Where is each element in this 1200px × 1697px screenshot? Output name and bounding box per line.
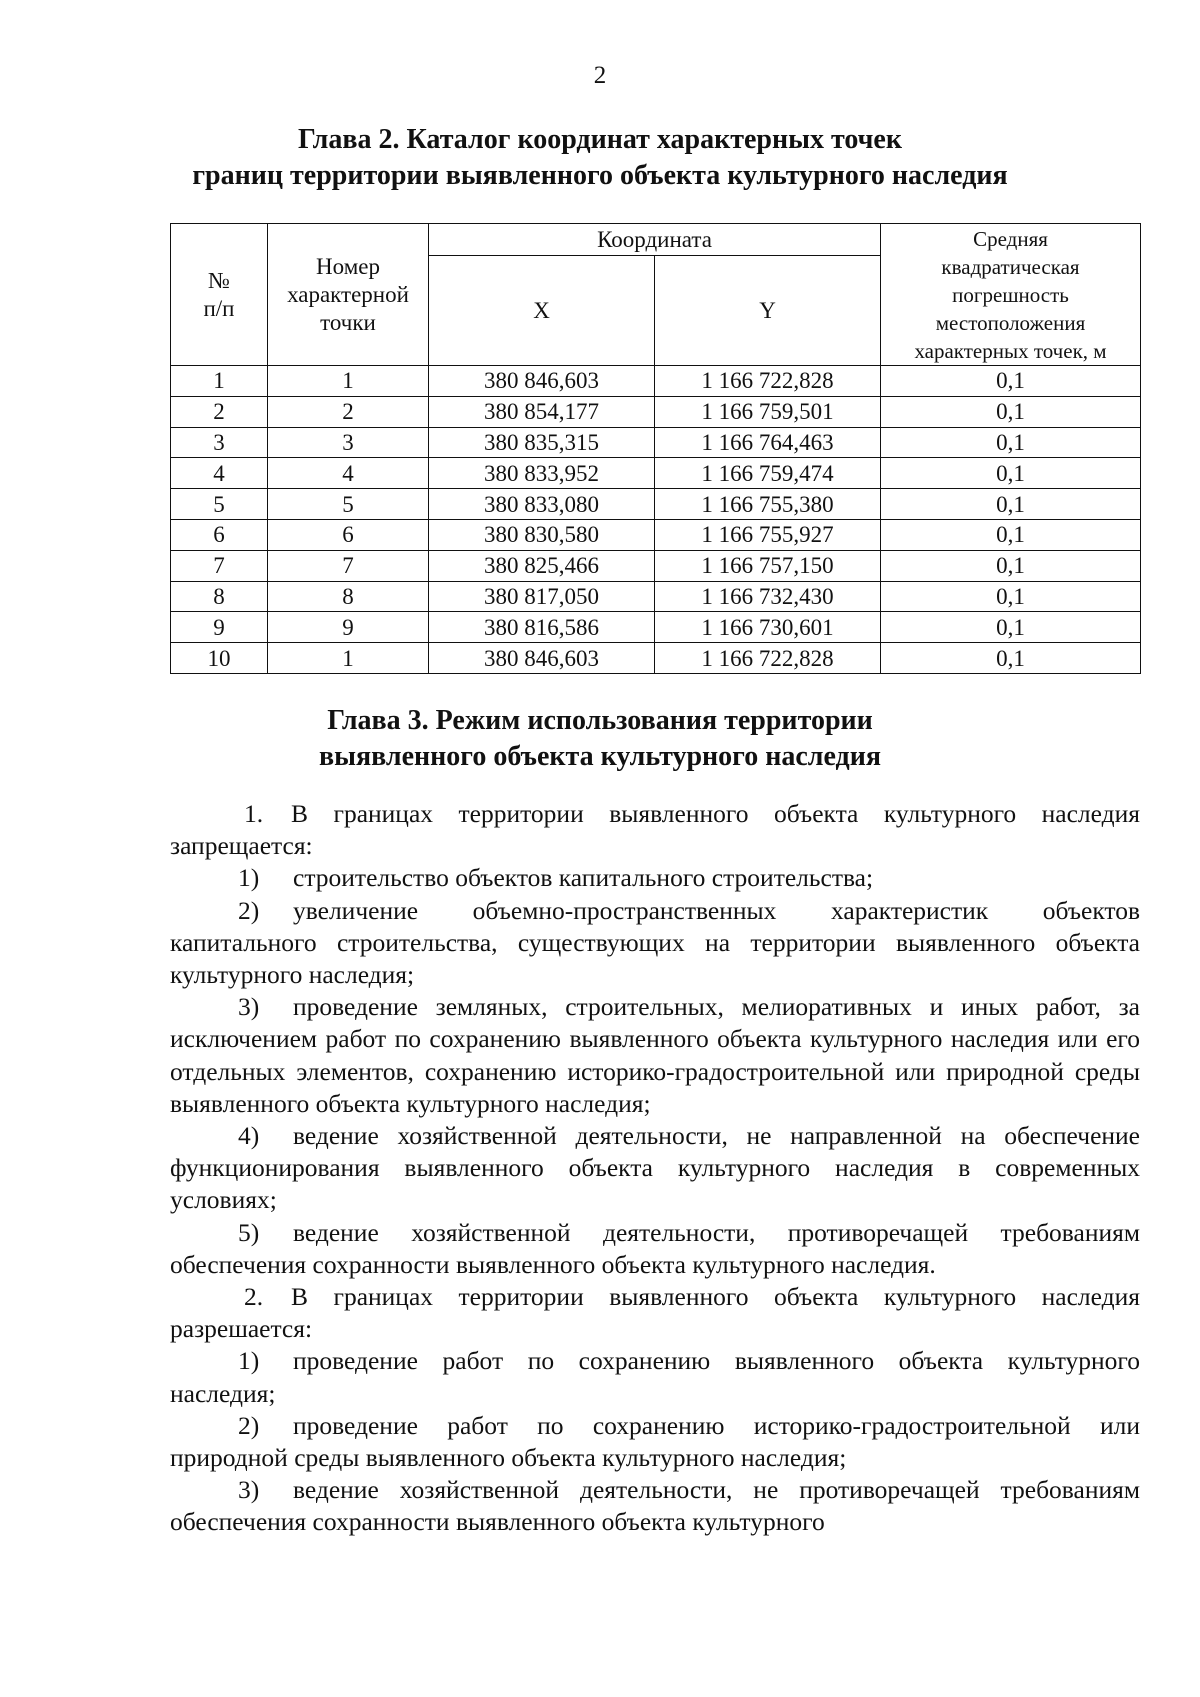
cell-y: 1 166 764,463 bbox=[655, 427, 881, 458]
cell-error: 0,1 bbox=[881, 458, 1141, 489]
paragraph bbox=[170, 1345, 1140, 1409]
regime-text bbox=[170, 798, 1140, 1539]
cell-point-number: 1 bbox=[268, 643, 429, 674]
paragraph-text: В границах территории выявленного объекта культурного наследия разрешается: bbox=[170, 1282, 1140, 1344]
paragraph bbox=[170, 1410, 1140, 1474]
cell-y: 1 166 722,828 bbox=[655, 366, 881, 397]
paragraph-number: 2) bbox=[238, 1410, 260, 1440]
cell-point-number: 7 bbox=[268, 550, 429, 581]
page-number: 2 bbox=[593, 62, 607, 89]
cell-row-number: 6 bbox=[171, 519, 268, 550]
cell-x: 380 816,586 bbox=[429, 612, 655, 643]
paragraph-text: проведение работ по сохранению историко-градостроительной или природной среды выявленного объекта культурного наследия; bbox=[170, 1410, 1140, 1473]
table-row bbox=[171, 489, 1141, 520]
cell-y: 1 166 722,828 bbox=[655, 643, 881, 674]
header-x: X bbox=[429, 256, 655, 366]
paragraph bbox=[170, 1281, 1140, 1345]
cell-x: 380 833,952 bbox=[429, 458, 655, 489]
cell-error: 0,1 bbox=[881, 489, 1141, 520]
cell-y: 1 166 755,927 bbox=[655, 519, 881, 550]
header-num-line: п/п bbox=[203, 295, 235, 321]
table-row bbox=[171, 581, 1141, 612]
cell-point-number: 6 bbox=[268, 519, 429, 550]
cell-row-number: 8 bbox=[171, 581, 268, 612]
cell-y: 1 166 730,601 bbox=[655, 612, 881, 643]
paragraph-text: В границах территории выявленного объекта культурного наследия запрещается: bbox=[170, 799, 1140, 861]
cell-point-number: 3 bbox=[268, 427, 429, 458]
header-coordinate: Координата bbox=[429, 224, 881, 256]
cell-error: 0,1 bbox=[881, 581, 1141, 612]
cell-error: 0,1 bbox=[881, 612, 1141, 643]
header-point-line: характерной bbox=[287, 281, 409, 307]
cell-error: 0,1 bbox=[881, 396, 1141, 427]
chapter-2-heading-line-1: Глава 2. Каталог координат характерных точек bbox=[298, 124, 902, 155]
cell-y: 1 166 759,474 bbox=[655, 458, 881, 489]
paragraph bbox=[170, 798, 1140, 862]
header-error-line: погрешность bbox=[952, 282, 1069, 307]
header-error-line: квадратическая bbox=[941, 254, 1080, 279]
paragraph bbox=[170, 895, 1140, 992]
cell-row-number: 2 bbox=[171, 396, 268, 427]
cell-error: 0,1 bbox=[881, 519, 1141, 550]
table-row bbox=[171, 643, 1141, 674]
cell-row-number: 10 bbox=[171, 643, 268, 674]
cell-x: 380 830,580 bbox=[429, 519, 655, 550]
cell-y: 1 166 755,380 bbox=[655, 489, 881, 520]
cell-row-number: 5 bbox=[171, 489, 268, 520]
table-row bbox=[171, 458, 1141, 489]
cell-x: 380 846,603 bbox=[429, 643, 655, 674]
header-error bbox=[881, 224, 1141, 366]
paragraph bbox=[170, 1120, 1140, 1217]
paragraph-text: ведение хозяйственной деятельности, не направленной на обеспечение функционирования выявленного объекта культурного наследия в современных условиях; bbox=[170, 1121, 1140, 1215]
table-row bbox=[171, 550, 1141, 581]
cell-point-number: 4 bbox=[268, 458, 429, 489]
cell-error: 0,1 bbox=[881, 427, 1141, 458]
cell-row-number: 9 bbox=[171, 612, 268, 643]
cell-y: 1 166 759,501 bbox=[655, 396, 881, 427]
chapter-3-heading bbox=[0, 703, 1200, 775]
cell-row-number: 1 bbox=[171, 366, 268, 397]
paragraph-number: 5) bbox=[238, 1217, 260, 1247]
paragraph-number: 2. bbox=[244, 1282, 264, 1312]
header-num-line: № bbox=[208, 267, 230, 293]
cell-point-number: 9 bbox=[268, 612, 429, 643]
paragraph bbox=[170, 862, 1140, 894]
cell-x: 380 817,050 bbox=[429, 581, 655, 612]
header-row-number bbox=[171, 224, 268, 366]
header-point-line: Номер bbox=[316, 253, 380, 279]
paragraph-number: 1) bbox=[238, 1346, 260, 1376]
paragraph-number: 2) bbox=[238, 895, 260, 925]
cell-point-number: 1 bbox=[268, 366, 429, 397]
header-error-line: характерных точек, м bbox=[914, 338, 1107, 363]
cell-row-number: 7 bbox=[171, 550, 268, 581]
header-point-line: точки bbox=[320, 309, 376, 335]
table-row bbox=[171, 519, 1141, 550]
header-point-number bbox=[268, 224, 429, 366]
cell-row-number: 3 bbox=[171, 427, 268, 458]
paragraph bbox=[170, 1474, 1140, 1538]
paragraph-text: ведение хозяйственной деятельности, не противоречащей требованиям обеспечения сохранности выявленного объекта культурного bbox=[170, 1475, 1140, 1537]
header-y: Y bbox=[655, 256, 881, 366]
paragraph-text: увеличение объемно-пространственных характеристик объектов капитального строительства, существующих на территории выявленного объекта культурного наследия; bbox=[170, 895, 1140, 990]
paragraph bbox=[170, 991, 1140, 1120]
coordinates-table bbox=[170, 223, 1141, 674]
cell-x: 380 846,603 bbox=[429, 366, 655, 397]
chapter-3-heading-line-1: Глава 3. Режим использования территории bbox=[327, 705, 873, 736]
cell-error: 0,1 bbox=[881, 550, 1141, 581]
header-error-line: Средняя bbox=[973, 226, 1048, 251]
paragraph-number: 3) bbox=[238, 992, 260, 1022]
paragraph-number: 3) bbox=[238, 1475, 260, 1505]
cell-y: 1 166 732,430 bbox=[655, 581, 881, 612]
cell-point-number: 5 bbox=[268, 489, 429, 520]
cell-error: 0,1 bbox=[881, 366, 1141, 397]
table-row bbox=[171, 612, 1141, 643]
cell-x: 380 825,466 bbox=[429, 550, 655, 581]
cell-x: 380 854,177 bbox=[429, 396, 655, 427]
table-row bbox=[171, 366, 1141, 397]
paragraph-text: строительство объектов капитального строительства; bbox=[293, 863, 874, 893]
table-row bbox=[171, 396, 1141, 427]
paragraph-number: 1. bbox=[244, 799, 264, 828]
cell-point-number: 8 bbox=[268, 581, 429, 612]
chapter-2-heading-line-2: границ территории выявленного объекта культурного наследия bbox=[192, 160, 1008, 191]
paragraph-text: проведение работ по сохранению выявленного объекта культурного наследия; bbox=[170, 1346, 1140, 1408]
cell-row-number: 4 bbox=[171, 458, 268, 489]
chapter-2-heading bbox=[0, 122, 1200, 194]
paragraph-number: 1) bbox=[238, 863, 260, 893]
cell-x: 380 833,080 bbox=[429, 489, 655, 520]
table-row bbox=[171, 427, 1141, 458]
paragraph-text: ведение хозяйственной деятельности, противоречащей требованиям обеспечения сохранности выявленного объекта культурного наследия. bbox=[170, 1217, 1140, 1279]
paragraph-text: проведение земляных, строительных, мелиоративных и иных работ, за исключением работ по сохранению выявленного объекта культурного наследия или его отдельных элементов, сохранению историко-градостроительной или природной среды выявленного объекта культурного наследия; bbox=[170, 992, 1140, 1118]
paragraph-number: 4) bbox=[238, 1121, 260, 1151]
cell-y: 1 166 757,150 bbox=[655, 550, 881, 581]
cell-point-number: 2 bbox=[268, 396, 429, 427]
header-error-line: местоположения bbox=[935, 310, 1086, 335]
chapter-3-heading-line-2: выявленного объекта культурного наследия bbox=[319, 741, 881, 772]
cell-error: 0,1 bbox=[881, 643, 1141, 674]
paragraph bbox=[170, 1217, 1140, 1281]
cell-x: 380 835,315 bbox=[429, 427, 655, 458]
